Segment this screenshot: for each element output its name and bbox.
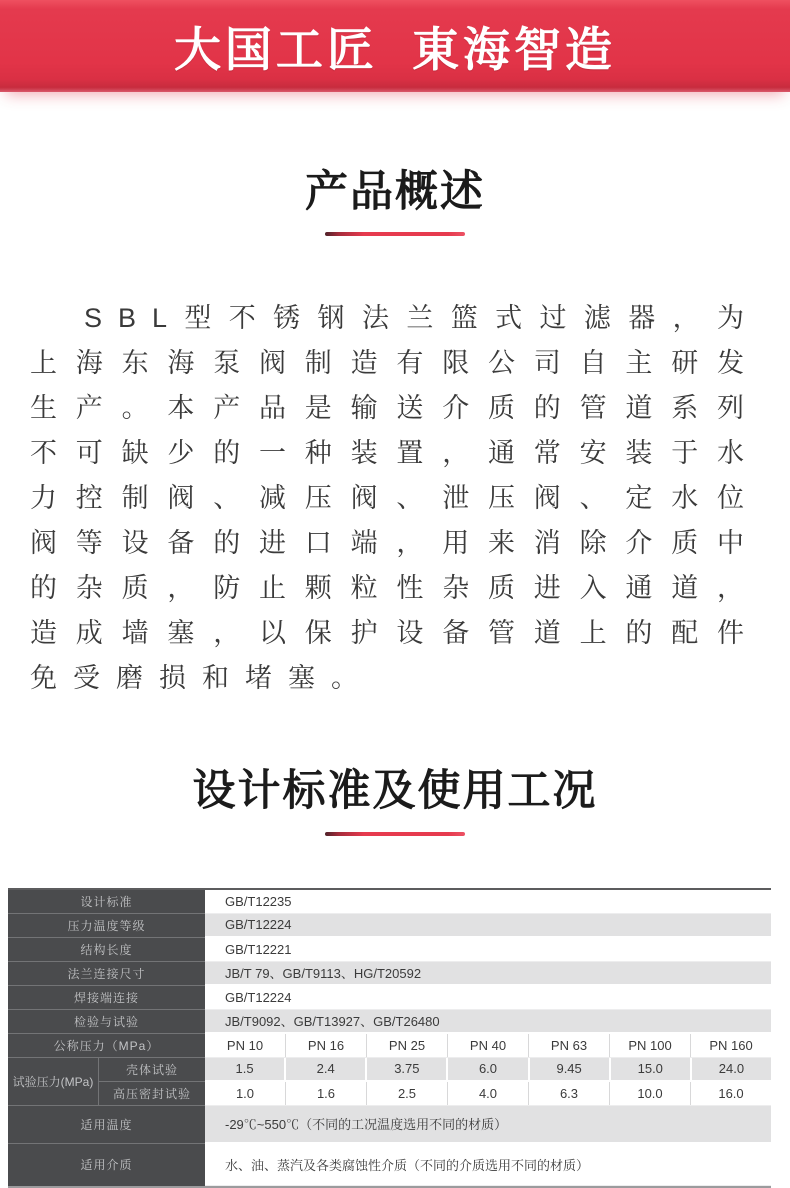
value-cell: 2.4 bbox=[284, 1058, 365, 1080]
row-label: 设计标准 bbox=[8, 890, 205, 914]
row-value: GB/T12221 bbox=[205, 938, 771, 962]
overview-paragraph: SBL型不锈钢法兰篮式过滤器，为上海东海泵阀制造有限公司自主研发生产。本产品是输送介质的管道系列不可缺少的一种装置，通常安装于水力控制阀、减压阀、泄压阀、定水位阀等设备的进口端，用来消除介质中的杂质，防止颗粒性杂质进入通道，造成墙塞，以保护设备管道上的配件免受磨损和堵塞。 bbox=[30, 303, 760, 694]
table-row-pressure-temp-class bbox=[8, 914, 771, 938]
value-cell: 10.0 bbox=[609, 1082, 690, 1105]
value-cell: 1.0 bbox=[235, 1085, 255, 1101]
spec-table bbox=[8, 888, 771, 1188]
table-row-structure-length bbox=[8, 938, 771, 962]
row-label: 适用介质 bbox=[8, 1144, 205, 1186]
row-value: GB/T12224 bbox=[205, 986, 771, 1010]
row-label: 检验与试验 bbox=[8, 1010, 205, 1034]
pn-columns bbox=[205, 1034, 771, 1058]
value-cell: 1.6 bbox=[285, 1082, 366, 1105]
pn-column: PN 40 bbox=[447, 1034, 528, 1057]
seal-test-values bbox=[205, 1082, 771, 1106]
value-cell: 2.5 bbox=[366, 1082, 447, 1105]
row-value: GB/T12224 bbox=[205, 914, 771, 938]
row-sublabel: 高压密封试验 bbox=[98, 1082, 205, 1106]
top-banner bbox=[0, 0, 790, 92]
row-label: 焊接端连接 bbox=[8, 986, 205, 1010]
overview-section-title: 产品概述 bbox=[305, 168, 485, 216]
pn-column: PN 100 bbox=[609, 1034, 690, 1057]
value-cell: 1.5 bbox=[235, 1061, 254, 1077]
row-value: -29℃~550℃（不同的工况温度选用不同的材质） bbox=[205, 1106, 771, 1144]
value-cell: 16.0 bbox=[690, 1082, 771, 1105]
pn-column: PN 25 bbox=[366, 1034, 447, 1057]
pn-column: PN 63 bbox=[528, 1034, 609, 1057]
shell-test-values bbox=[205, 1058, 771, 1082]
table-row-high-pressure-seal-test bbox=[98, 1082, 771, 1106]
row-label: 法兰连接尺寸 bbox=[8, 962, 205, 986]
table-row-shell-test bbox=[98, 1058, 771, 1082]
value-cell: 3.75 bbox=[365, 1058, 446, 1080]
table-row-nominal-pressure bbox=[8, 1034, 771, 1058]
specs-title-underline bbox=[325, 832, 465, 836]
value-cell: 6.0 bbox=[446, 1058, 527, 1080]
table-row-inspection-test bbox=[8, 1010, 771, 1034]
row-sublabel: 壳体试验 bbox=[98, 1058, 205, 1082]
table-row-flange-dims bbox=[8, 962, 771, 986]
pn-column: PN 16 bbox=[285, 1034, 366, 1057]
value-cell: 6.3 bbox=[528, 1082, 609, 1105]
pn-column: PN 160 bbox=[690, 1034, 771, 1057]
table-row-design-standard bbox=[8, 890, 771, 914]
banner-title: 大国工匠 東海智造 bbox=[173, 22, 617, 76]
value-cell: 24.0 bbox=[690, 1058, 771, 1080]
specs-section-title: 设计标准及使用工况 bbox=[192, 767, 598, 816]
row-value: JB/T 79、GB/T9113、HG/T20592 bbox=[205, 962, 771, 986]
row-value: GB/T12235 bbox=[205, 890, 771, 914]
overview-title-underline bbox=[325, 232, 465, 236]
value-cell: 9.45 bbox=[528, 1058, 609, 1080]
test-pressure-label: 试验压力(MPa) bbox=[8, 1058, 98, 1106]
value-cell: 4.0 bbox=[447, 1082, 528, 1105]
row-label: 结构长度 bbox=[8, 938, 205, 962]
table-row-test-pressure bbox=[8, 1058, 771, 1106]
value-cell: 15.0 bbox=[609, 1058, 690, 1080]
row-label: 适用温度 bbox=[8, 1106, 205, 1144]
row-label: 压力温度等级 bbox=[8, 914, 205, 938]
table-row-applicable-medium bbox=[8, 1144, 771, 1186]
row-value: 水、油、蒸汽及各类腐蚀性介质（不同的介质选用不同的材质） bbox=[205, 1144, 771, 1186]
table-row-weld-end bbox=[8, 986, 771, 1010]
pn-column: PN 10 bbox=[226, 1037, 264, 1053]
table-row-applicable-temperature bbox=[8, 1106, 771, 1144]
row-label: 公称压力（MPa） bbox=[8, 1034, 205, 1058]
row-value: JB/T9092、GB/T13927、GB/T26480 bbox=[205, 1010, 771, 1034]
